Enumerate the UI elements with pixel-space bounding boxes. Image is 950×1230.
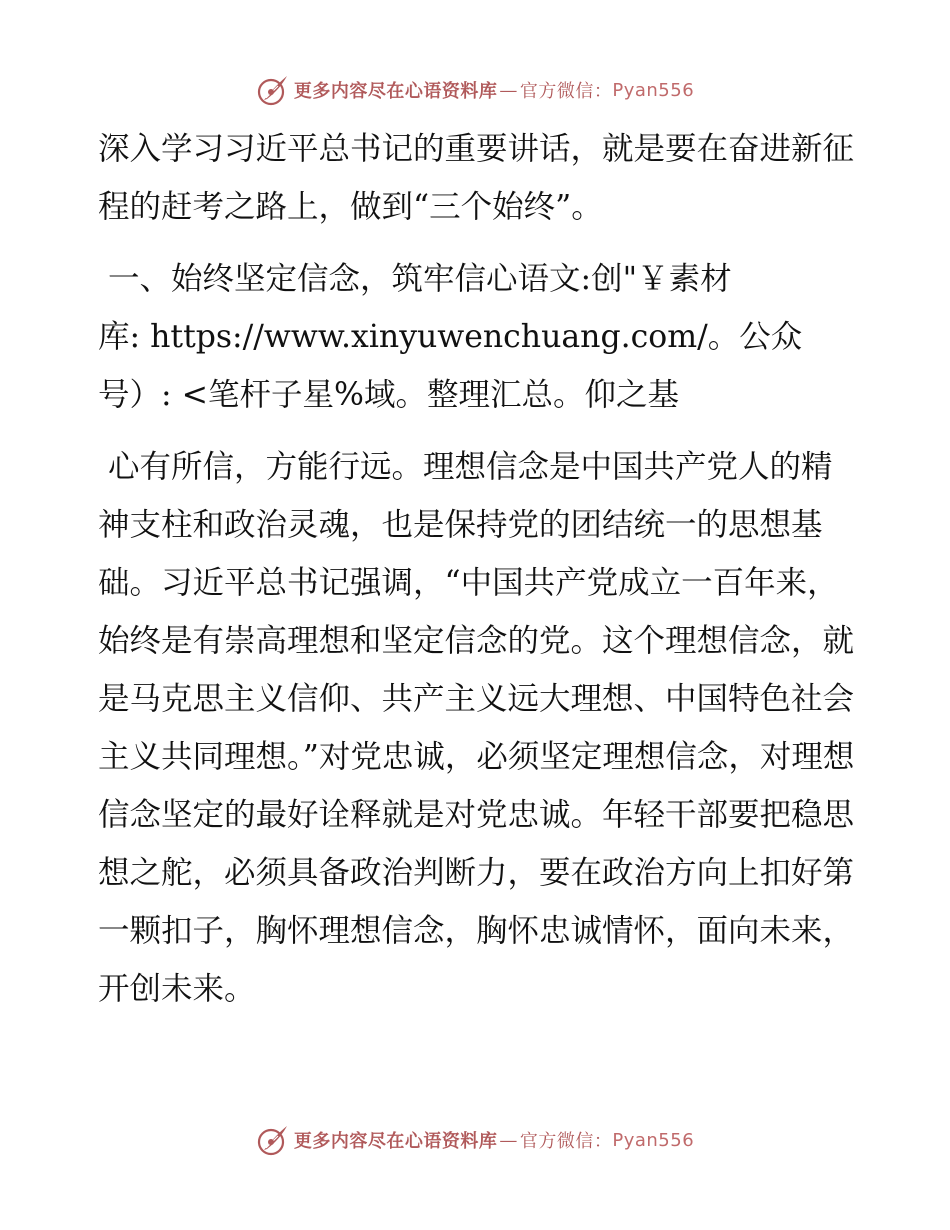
watermark-brand: 更多内容尽在心语资料库 <box>293 81 498 102</box>
watermark-separator: — <box>499 79 518 101</box>
watermark-brand: 更多内容尽在心语资料库 <box>293 1131 498 1152</box>
footer-watermark <box>0 1120 950 1160</box>
section-heading-line-3: 号）: <笔杆子星%域。整理汇总。仰之基 <box>98 377 679 413</box>
watermark-wechat-id: Pyan556 <box>612 79 695 101</box>
header-watermark <box>0 70 950 110</box>
watermark-label: 官方微信： <box>519 81 613 102</box>
watermark-separator: — <box>499 1129 518 1151</box>
watermark-wechat-id: Pyan556 <box>612 1129 695 1151</box>
section-heading-line-1: 一、始终坚定信念，筑牢信心语文:创"￥素材 <box>98 261 732 297</box>
quill-pen-logo-icon <box>256 73 290 107</box>
document-body <box>98 120 858 1018</box>
quill-pen-logo-icon <box>256 1123 290 1157</box>
body-paragraph: 心有所信，方能行远。理想信念是中国共产党人的精神支柱和政治灵魂，也是保持党的团结统一的思想基础。习近平总书记强调，“中国共产党成立一百年来，始终是有崇高理想和坚定信念的党。这个理想信念，就是马克思主义信仰、共产主义远大理想、中国特色社会主义共同理想。”对党忠诚，必须坚定理想信念，对理想信念坚定的最好诠释就是对党忠诚。年轻干部要把稳思想之舵，必须具备政治判断力，要在政治方向上扣好第一颗扣子，胸怀理想信念，胸怀忠诚情怀，面向未来，开创未来。 <box>98 449 855 1007</box>
intro-paragraph: 深入学习习近平总书记的重要讲话，就是要在奋进新征程的赶考之路上，做到“三个始终”。 <box>98 131 855 225</box>
watermark-label: 官方微信： <box>519 1131 613 1152</box>
section-heading-line-2: 库: https://www.xinyuwenchuang.com/。公众 <box>98 319 803 355</box>
